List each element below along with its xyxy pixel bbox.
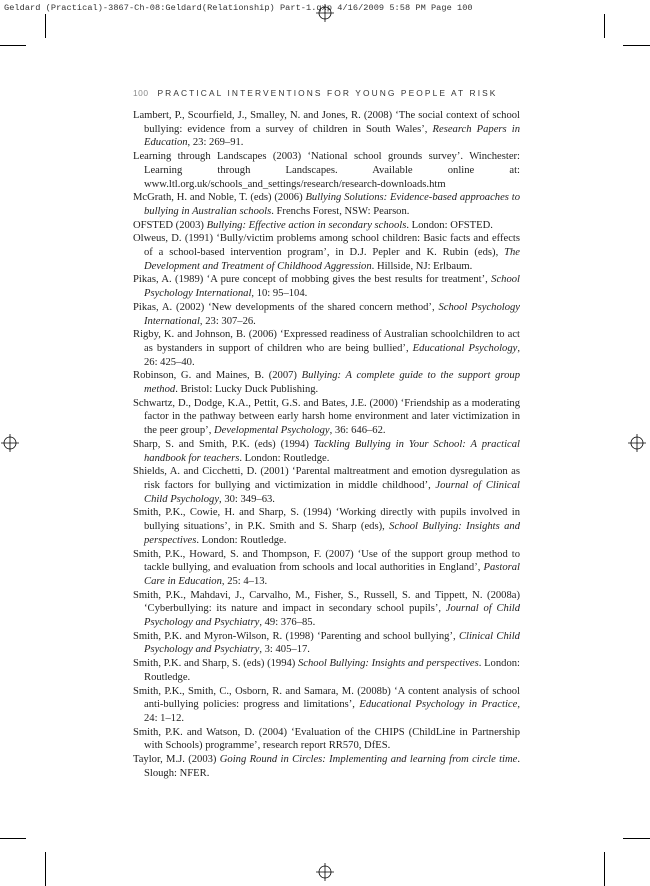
crop-mark-left-bottom-vertical — [45, 852, 46, 886]
crop-mark-top-left — [0, 45, 26, 46]
reference-entry: Smith, P.K. and Sharp, S. (eds) (1994) School Bullying: Insights and perspectives. London: Routledge. — [133, 658, 520, 683]
registration-mark-bottom-icon — [316, 863, 334, 881]
reference-entry: Smith, P.K., Mahdavi, J., Carvalho, M., Fisher, S., Russell, S. and Tippett, N. (2008a) ‘Cyberbullying: its nature and impact in secondary school pupils’, Journal of Child Psychology and Psychiatry, 49: 376–85. — [133, 589, 521, 629]
reference-entry: Rigby, K. and Johnson, B. (2006) ‘Expressed readiness of Australian schoolchildren to act as bystanders in support of children who are being bullied’, Educational Psychology, 26: 425–40. — [133, 329, 521, 368]
reference-entry: Smith, P.K., Howard, S. and Thompson, F. (2007) ‘Use of the support group method to tackle bullying, and evaluation from schools and local authorities in England’, Pastoral Care in Education, 25: 4–13. — [133, 548, 520, 587]
reference-entry: Taylor, M.J. (2003) Going Round in Circles: Implementing and learning from circle time. Slough: NFER. — [133, 754, 521, 779]
registration-mark-right-icon — [628, 434, 646, 452]
crop-mark-bottom-left — [0, 838, 26, 839]
reference-entry: OFSTED (2003) Bullying: Effective action in secondary schools. London: OFSTED. — [133, 219, 493, 231]
reference-entry: Pikas, A. (1989) ‘A pure concept of mobbing gives the best results for treatment’, School Psychology International, 10: 95–104. — [133, 274, 520, 300]
reference-entry: Lambert, P., Scourfield, J., Smalley, N. and Jones, R. (2008) ‘The social context of school bullying: evidence from a survey of children in South Wales’, Research Papers in Education, 23: 269–91. — [133, 110, 521, 149]
page-number: 100 — [133, 88, 149, 98]
registration-mark-top-icon — [316, 4, 334, 22]
crop-mark-right-top-vertical — [604, 14, 605, 38]
reference-entry: Sharp, S. and Smith, P.K. (eds) (1994) Tackling Bullying in Your School: A practical handbook for teachers. London: Routledge. — [133, 438, 520, 464]
reference-entry: Smith, P.K., Smith, C., Osborn, R. and Samara, M. (2008b) ‘A content analysis of school anti-bullying policies: progress and limitations’, Educational Psychology in Practice, 24: 1–12. — [133, 685, 520, 724]
reference-entry: Robinson, G. and Maines, B. (2007) Bullying: A complete guide to the support group method. Bristol: Lucky Duck Publishing. — [133, 370, 521, 396]
print-slug-line: Geldard (Practical)-3867-Ch-08:Geldard(Relationship) Part-1.qxp 4/16/2009 5:58 PM Page 100 — [4, 3, 473, 13]
crop-mark-bottom-right — [623, 838, 650, 839]
reference-entry: Pikas, A. (2002) ‘New developments of the shared concern method’, School Psychology International, 23: 307–26. — [133, 301, 520, 327]
reference-entry: Shields, A. and Cicchetti, D. (2001) ‘Parental maltreatment and emotion dysregulation as risk factors for bullying and victimization in middle childhood’, Journal of Clinical Child Psychology, 30: 349–63. — [133, 466, 520, 505]
reference-entry: Smith, P.K. and Myron-Wilson, R. (1998) ‘Parenting and school bullying’, Clinical Child Psychology and Psychiatry, 3: 405–17. — [133, 630, 520, 656]
running-head — [133, 88, 498, 98]
registration-mark-left-icon — [1, 434, 19, 452]
reference-entry: McGrath, H. and Noble, T. (eds) (2006) Bullying Solutions: Evidence-based approaches to bullying in Australian schools. Frenchs Forest, NSW: Pearson. — [133, 192, 520, 217]
reference-entry: Olweus, D. (1991) ‘Bully/victim problems among school children: Basic facts and effects of a school-based intervention program’, in D.J. Pepler and K. Rubin (eds), The Development and Treatment of Childhood Aggression. Hillside, NJ: Erlbaum. — [133, 233, 520, 272]
running-head-title: PRACTICAL INTERVENTIONS FOR YOUNG PEOPLE AT RISK — [157, 88, 498, 98]
reference-entry: Schwartz, D., Dodge, K.A., Pettit, G.S. and Bates, J.E. (2000) ‘Friendship as a moderating factor in the pathway between early harsh home environment and later victimization in the peer group’, Developmental Psychology, 36: 646–62. — [133, 397, 520, 437]
reference-entry: Smith, P.K., Cowie, H. and Sharp, S. (1994) ‘Working directly with pupils involved in bullying situations’, in P.K. Smith and S. Sharp (eds), School Bullying: Insights and perspectives. London: Routledge. — [133, 507, 520, 546]
reference-list — [133, 109, 520, 780]
crop-mark-left-top-vertical — [45, 14, 46, 38]
crop-mark-top-right — [623, 45, 650, 46]
crop-mark-right-bottom-vertical — [604, 852, 605, 886]
reference-entry: Smith, P.K. and Watson, D. (2004) ‘Evaluation of the CHIPS (ChildLine in Partnership with Schools) programme’, research report RR570, DfES. — [133, 726, 520, 752]
reference-entry: Learning through Landscapes (2003) ‘National school grounds survey’. Winchester: Learning through Landscapes. Available online at: www.ltl.org.uk/schools_and_settings/research/research-downloads.htm — [133, 151, 520, 190]
